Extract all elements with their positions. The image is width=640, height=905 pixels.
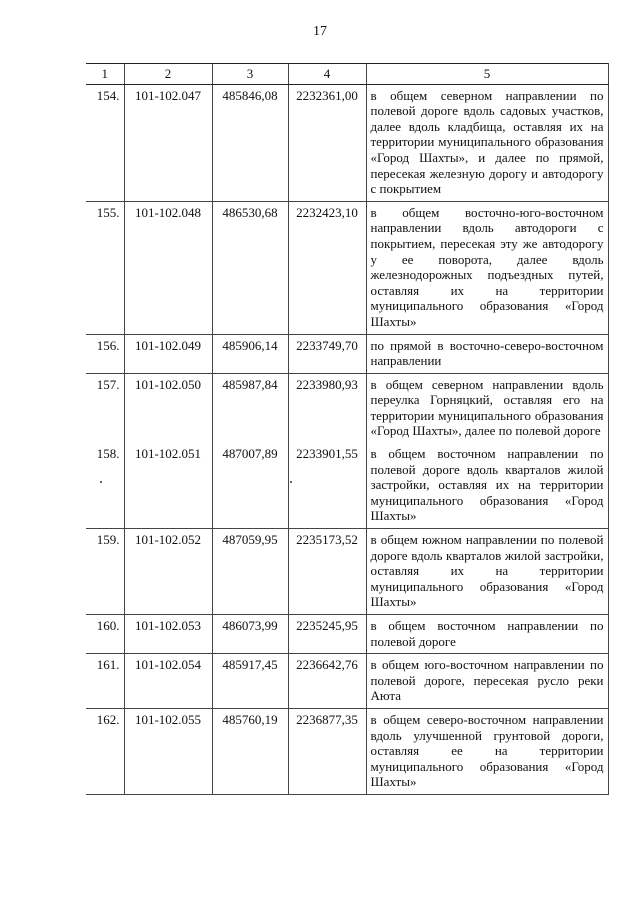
- scan-dot: [100, 481, 102, 483]
- boundary-description: в общем северо-восточном направлении вдоль улучшенной грунтовой дороги, оставляя ее на территории муниципального образования «Город Шахты»: [366, 708, 608, 794]
- row-number: 161.: [86, 654, 124, 709]
- column-header: 2: [124, 64, 212, 85]
- coordinate-y: 2236877,35: [288, 708, 366, 794]
- point-code: 101-102.054: [124, 654, 212, 709]
- coordinate-y: 2235173,52: [288, 529, 366, 615]
- coordinate-y: 2233749,70: [288, 334, 366, 373]
- table-row: [86, 443, 608, 528]
- coordinate-x: 487007,89: [212, 443, 288, 528]
- coordinate-y: 2235245,95: [288, 615, 366, 654]
- coordinate-x: 485760,19: [212, 708, 288, 794]
- row-number: 162.: [86, 708, 124, 794]
- boundary-description: в общем юго-восточном направлении по полевой дороге, пересекая русло реки Аюта: [366, 654, 608, 709]
- table-row: [86, 334, 608, 373]
- table-row: [86, 201, 608, 334]
- point-code: 101-102.055: [124, 708, 212, 794]
- table-row: [86, 84, 608, 201]
- row-number: 155.: [86, 201, 124, 334]
- point-code: 101-102.048: [124, 201, 212, 334]
- coordinate-x: 485846,08: [212, 84, 288, 201]
- column-header: 1: [86, 64, 124, 85]
- row-number: 154.: [86, 84, 124, 201]
- point-code: 101-102.053: [124, 615, 212, 654]
- page-number: 17: [313, 24, 327, 39]
- coordinate-y: 2233980,93: [288, 373, 366, 443]
- coordinate-y: 2232361,00: [288, 84, 366, 201]
- table-row: [86, 529, 608, 615]
- point-code: 101-102.051: [124, 443, 212, 528]
- boundary-table: [86, 63, 609, 795]
- coordinate-x: 485906,14: [212, 334, 288, 373]
- boundary-description: в общем восточном направлении по полевой дороге: [366, 615, 608, 654]
- coordinate-y: 2233901,55: [288, 443, 366, 528]
- row-number: 157.: [96, 376, 120, 392]
- scan-dot: [290, 481, 292, 483]
- coordinate-x: 485917,45: [212, 654, 288, 709]
- coordinate-x: 485987,84: [212, 373, 288, 443]
- point-code: 101-102.047: [124, 84, 212, 201]
- boundary-description: в общем северном направлении по полевой дороге вдоль садовых участков, далее вдоль кладбища, оставляя их на территории муниципального образования «Город Шахты», и далее по прямой, пересекая железную дорогу и автодорогу с покрытием: [366, 84, 608, 201]
- coordinate-y: 2236642,76: [288, 654, 366, 709]
- coordinate-x: 487059,95: [212, 529, 288, 615]
- row-number: 158.: [86, 443, 124, 528]
- row-number: 159.: [86, 529, 124, 615]
- row-number: 156.: [86, 334, 124, 373]
- column-header: 5: [366, 64, 608, 85]
- table-row: [86, 615, 608, 654]
- coordinate-y: 2232423,10: [288, 201, 366, 334]
- table-row: [86, 654, 608, 709]
- point-code: 101-102.052: [124, 529, 212, 615]
- row-number: 160.: [86, 615, 124, 654]
- boundary-description: в общем северном направлении вдоль переулка Горняцкий, оставляя его на территории муниципального образования «Город Шахты», далее по полевой дороге: [366, 373, 608, 443]
- column-header: 4: [288, 64, 366, 85]
- table-row: [86, 373, 608, 443]
- point-code: 101-102.049: [124, 334, 212, 373]
- boundary-description: в общем южном направлении по полевой дороге вдоль кварталов жилой застройки, оставляя их на территории муниципального образования «Город Шахты»: [366, 529, 608, 615]
- point-code: 101-102.050: [124, 373, 212, 443]
- boundary-description: в общем восточно-юго-восточном направлении вдоль автодороги с покрытием, пересекая эту же автодорогу у ее поворота, далее вдоль железнодорожных подъездных путей, оставляя их на территории муниципального образования «Город Шахты»: [366, 201, 608, 334]
- table-header-row: [86, 64, 608, 85]
- boundary-description: в общем восточном направлении по полевой дороге вдоль кварталов жилой застройки, оставляя их на территории муниципального образования «Город Шахты»: [366, 443, 608, 528]
- coordinate-x: 486073,99: [212, 615, 288, 654]
- boundary-description: по прямой в восточно-северо-восточном направлении: [366, 334, 608, 373]
- coordinate-x: 486530,68: [212, 201, 288, 334]
- column-header: 3: [212, 64, 288, 85]
- table-row: [86, 708, 608, 794]
